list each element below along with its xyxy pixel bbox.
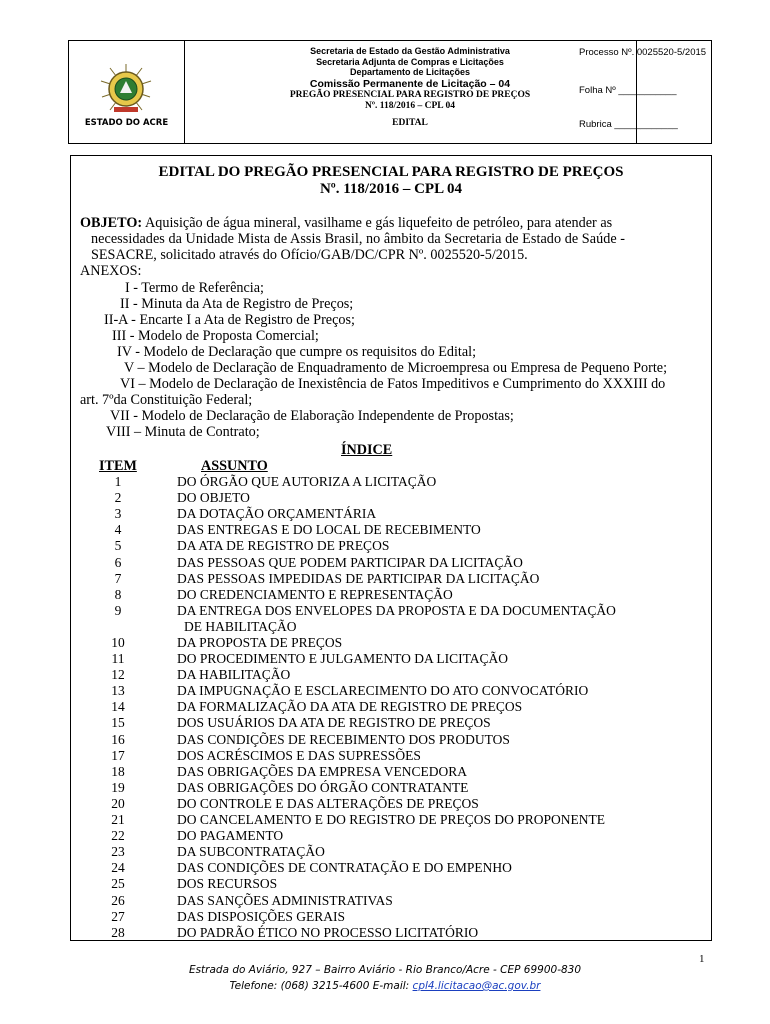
index-item-number: 4: [114, 522, 122, 538]
index-item-title: DA FORMALIZAÇÃO DA ATA DE REGISTRO DE PREÇOS: [177, 699, 523, 715]
index-item-number: 5: [114, 538, 122, 554]
rubrica-field: Rubrica ____________: [579, 119, 678, 130]
item-column-header: ITEM: [99, 458, 137, 474]
index-item-number: 22: [111, 828, 125, 844]
index-item-title: DO PAGAMENTO: [177, 828, 284, 844]
index-item-number: 17: [111, 747, 125, 763]
index-item-title: DOS ACRÉSCIMOS E DAS SUPRESSÕES: [177, 747, 421, 763]
index-item-number: 11: [111, 651, 125, 666]
index-item-number: 8: [114, 586, 122, 602]
index-item-title: DO PROCEDIMENTO E JULGAMENTO DA LICITAÇÃO: [177, 651, 509, 666]
index-item-number: 23: [111, 844, 125, 860]
anexo-item: II-A - Encarte I a Ata de Registro de Preços;: [104, 312, 355, 328]
page-number: 1: [699, 953, 705, 965]
doc-subtitle: Nº. 118/2016 – CPL 04: [319, 181, 463, 197]
document-header: [68, 40, 712, 144]
index-item-title: DAS DISPOSIÇÕES GERAIS: [177, 908, 346, 924]
index-item-number: 21: [111, 812, 125, 827]
index-item-number: 14: [111, 699, 125, 715]
index-item-number: 18: [111, 763, 125, 779]
anexo-item: VII - Modelo de Declaração de Elaboração Independente de Propostas;: [110, 408, 514, 424]
index-item-title: DA SUBCONTRATAÇÃO: [177, 844, 325, 860]
objeto-line-1: [80, 215, 612, 231]
index-item-number: 12: [111, 667, 125, 683]
index-item-title: DO CREDENCIAMENTO E REPRESENTAÇÃO: [177, 586, 453, 602]
header-right: [575, 41, 711, 143]
index-item-title: DO PADRÃO ÉTICO NO PROCESSO LICITATÓRIO: [177, 924, 479, 940]
index-item-title: DAS ENTREGAS E DO LOCAL DE RECEBIMENTO: [177, 522, 481, 538]
header-line-2: Secretaria Adjunta de Compras e Licitações: [316, 56, 504, 67]
index-item-number: 6: [114, 554, 122, 570]
objeto-text-1: Aquisição de água mineral, vasilhame e gás liquefeito de petróleo, para atender as: [142, 215, 613, 231]
anexo-item: V – Modelo de Declaração de Enquadramento de Microempresa ou Empresa de Pequeno Porte;: [124, 360, 668, 376]
header-line-1: Secretaria de Estado da Gestão Administrativa: [310, 46, 510, 56]
index-item-number: 15: [111, 715, 125, 731]
index-item-title: DAS OBRIGAÇÕES DO ÓRGÃO CONTRATANTE: [177, 779, 469, 795]
index-item-title: DA ATA DE REGISTRO DE PREÇOS: [177, 538, 390, 554]
index-item-title: DA ENTREGA DOS ENVELOPES DA PROPOSTA E DA DOCUMENTAÇÃO: [177, 602, 616, 618]
header-line-6: Nº. 118/2016 – CPL 04: [365, 100, 455, 111]
anexo-item: III - Modelo de Proposta Comercial;: [112, 328, 319, 344]
index-item-title: DOS RECURSOS: [177, 876, 278, 892]
header-line-7: EDITAL: [392, 117, 428, 128]
processo-number: Processo Nº. 0025520-5/2015: [579, 47, 707, 58]
anexo-item: II - Minuta da Ata de Registro de Preços;: [120, 296, 354, 312]
anexos-label: ANEXOS:: [80, 263, 142, 279]
anexo-item: IV - Modelo de Declaração que cumpre os requisitos do Edital;: [117, 344, 477, 360]
index-item-title: DA HABILITAÇÃO: [177, 667, 291, 683]
index-item-number: 3: [114, 506, 122, 522]
index-item-number: 27: [111, 908, 125, 924]
doc-title: EDITAL DO PREGÃO PRESENCIAL PARA REGISTRO DE PREÇOS: [158, 164, 624, 180]
index-item-title: DAS CONDIÇÕES DE RECEBIMENTO DOS PRODUTOS: [177, 731, 510, 747]
index-item-title: DO OBJETO: [177, 490, 250, 506]
header-line-5: PREGÃO PRESENCIAL PARA REGISTRO DE PREÇOS: [289, 89, 531, 100]
index-item-title: DO CANCELAMENTO E DO REGISTRO DE PREÇOS DO PROPONENTE: [177, 812, 606, 827]
anexo-item: VI – Modelo de Declaração de Inexistência de Fatos Impeditivos e Cumprimento do XXXIII do: [120, 376, 666, 392]
footer-address: Estrada do Aviário, 927 – Bairro Aviário - Rio Branco/Acre - CEP 69900-830: [188, 964, 582, 976]
index-item-number: 9: [114, 602, 122, 618]
index-item-number: 28: [111, 924, 125, 940]
footer-phone: Telefone: (068) 3215-4600 E-mail:: [229, 980, 413, 992]
index-item-title: DO CONTROLE E DAS ALTERAÇÕES DE PREÇOS: [177, 795, 479, 811]
header-line-3: Departamento de Licitações: [349, 67, 471, 77]
index-item-title: DAS PESSOAS IMPEDIDAS DE PARTICIPAR DA LICITAÇÃO: [177, 570, 540, 586]
index-item-title: DA IMPUGNAÇÃO E ESCLARECIMENTO DO ATO CONVOCATÓRIO: [177, 683, 589, 699]
assunto-column-header: ASSUNTO: [201, 458, 268, 474]
index-item-number: 26: [111, 892, 125, 908]
index-item-title: DA PROPOSTA DE PREÇOS: [177, 634, 343, 650]
logo-cell: [69, 41, 185, 143]
index-item-number: 7: [114, 570, 122, 586]
index-item-number: 20: [111, 795, 125, 811]
state-name: ESTADO DO ACRE: [84, 118, 169, 128]
index-item-title: DAS CONDIÇÕES DE CONTRATAÇÃO E DO EMPENHO: [177, 860, 512, 876]
email-link[interactable]: cpl4.licitacao@ac.gov.br: [412, 980, 541, 992]
index-item-title-continued: DE HABILITAÇÃO: [184, 618, 297, 634]
anexo-item: I - Termo de Referência;: [125, 280, 264, 296]
document-body: [70, 155, 712, 941]
index-item-number: 25: [111, 876, 125, 892]
objeto-line-2: necessidades da Unidade Mista de Assis Brasil, no âmbito da Secretaria de Estado de Saúde -: [91, 231, 626, 247]
anexo-item: art. 7ºda Constituição Federal;: [80, 392, 253, 408]
index-item-number: 10: [111, 634, 125, 650]
objeto-label: OBJETO:: [80, 215, 143, 231]
indice-heading: ÍNDICE: [341, 442, 393, 458]
state-seal-icon: [98, 63, 154, 115]
index-item-title: DAS PESSOAS QUE PODEM PARTICIPAR DA LICITAÇÃO: [177, 554, 523, 570]
index-item-number: 1: [114, 474, 122, 489]
index-item-number: 16: [111, 731, 125, 747]
index-item-title: DAS SANÇÕES ADMINISTRATIVAS: [177, 892, 393, 908]
index-item-number: 13: [111, 683, 125, 699]
index-item-number: 24: [111, 860, 125, 876]
header-center: [184, 41, 637, 143]
anexo-item: VIII – Minuta de Contrato;: [106, 424, 260, 440]
objeto-line-3: SESACRE, solicitado através do Ofício/GAB/DC/CPR Nº. 0025520-5/2015.: [91, 247, 528, 263]
index-item-title: DO ÓRGÃO QUE AUTORIZA A LICITAÇÃO: [177, 474, 437, 489]
index-item-title: DAS OBRIGAÇÕES DA EMPRESA VENCEDORA: [177, 763, 468, 779]
index-item-number: 19: [111, 779, 125, 795]
folha-field: Folha Nº ___________: [579, 85, 677, 96]
index-item-title: DA DOTAÇÃO ORÇAMENTÁRIA: [177, 506, 377, 522]
index-item-title: DOS USUÁRIOS DA ATA DE REGISTRO DE PREÇOS: [177, 715, 491, 731]
index-item-number: 2: [114, 490, 122, 506]
header-line-4: Comissão Permanente de Licitação – 04: [309, 77, 511, 90]
footer-contact: [0, 979, 770, 994]
